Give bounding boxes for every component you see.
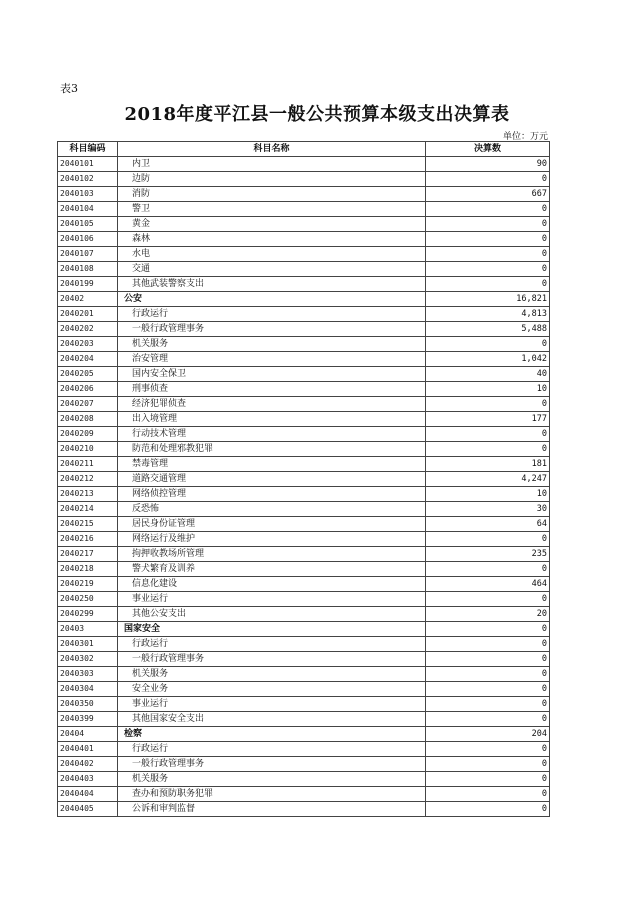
cell-code: 2040214: [58, 502, 118, 517]
cell-value: 204: [426, 727, 550, 742]
cell-name: 防范和处理邪教犯罪: [118, 442, 426, 457]
cell-code: 2040202: [58, 322, 118, 337]
cell-code: 2040215: [58, 517, 118, 532]
table-row: [58, 712, 550, 727]
table-row: [58, 337, 550, 352]
cell-code: 2040107: [58, 247, 118, 262]
table-row: [58, 727, 550, 742]
cell-code: 2040199: [58, 277, 118, 292]
cell-name: 警卫: [118, 202, 426, 217]
cell-code: 2040201: [58, 307, 118, 322]
cell-code: 2040302: [58, 652, 118, 667]
cell-value: 0: [426, 667, 550, 682]
cell-name: 治安管理: [118, 352, 426, 367]
cell-code: 2040209: [58, 427, 118, 442]
column-header-code: 科目编码: [58, 142, 118, 157]
cell-code: 2040108: [58, 262, 118, 277]
cell-name: 消防: [118, 187, 426, 202]
cell-code: 2040404: [58, 787, 118, 802]
cell-value: 0: [426, 592, 550, 607]
cell-name: 机关服务: [118, 667, 426, 682]
table-row: [58, 157, 550, 172]
cell-value: 0: [426, 247, 550, 262]
cell-name: 黄金: [118, 217, 426, 232]
cell-value: 0: [426, 622, 550, 637]
cell-value: 10: [426, 487, 550, 502]
cell-value: 177: [426, 412, 550, 427]
cell-code: 2040304: [58, 682, 118, 697]
table-row: [58, 487, 550, 502]
table-row: [58, 427, 550, 442]
cell-code: 2040105: [58, 217, 118, 232]
cell-value: 0: [426, 532, 550, 547]
cell-value: 0: [426, 802, 550, 817]
table-row: [58, 217, 550, 232]
cell-name: 拘押收教场所管理: [118, 547, 426, 562]
cell-value: 30: [426, 502, 550, 517]
table-row: [58, 187, 550, 202]
table-row: [58, 457, 550, 472]
table-row: [58, 502, 550, 517]
cell-value: 1,042: [426, 352, 550, 367]
table-row: [58, 517, 550, 532]
cell-value: 0: [426, 757, 550, 772]
cell-value: 0: [426, 562, 550, 577]
table-label: 表3: [60, 82, 78, 95]
page-title: 2018年度平江县一般公共预算本级支出决算表: [124, 104, 510, 125]
table-row: [58, 307, 550, 322]
table-row: [58, 592, 550, 607]
table-row: [58, 277, 550, 292]
cell-value: 0: [426, 172, 550, 187]
cell-code: 2040203: [58, 337, 118, 352]
cell-value: 0: [426, 397, 550, 412]
cell-name: 道路交通管理: [118, 472, 426, 487]
cell-name: 交通: [118, 262, 426, 277]
cell-code: 2040299: [58, 607, 118, 622]
cell-code: 20403: [58, 622, 118, 637]
cell-name: 其他公安支出: [118, 607, 426, 622]
cell-code: 2040399: [58, 712, 118, 727]
table-row: [58, 382, 550, 397]
table-row: [58, 607, 550, 622]
table-row: [58, 397, 550, 412]
cell-name: 经济犯罪侦查: [118, 397, 426, 412]
table-row: [58, 622, 550, 637]
cell-value: 0: [426, 262, 550, 277]
cell-name: 信息化建设: [118, 577, 426, 592]
cell-code: 2040303: [58, 667, 118, 682]
table-row: [58, 772, 550, 787]
cell-name: 警犬繁育及训养: [118, 562, 426, 577]
cell-value: 4,813: [426, 307, 550, 322]
cell-value: 0: [426, 337, 550, 352]
unit-label: 单位：万元: [502, 132, 548, 142]
budget-table: [57, 141, 550, 817]
table-row: [58, 802, 550, 817]
table-row: [58, 667, 550, 682]
cell-code: 2040402: [58, 757, 118, 772]
table-row: [58, 442, 550, 457]
cell-code: 2040101: [58, 157, 118, 172]
table-row: [58, 292, 550, 307]
cell-code: 2040104: [58, 202, 118, 217]
cell-code: 2040204: [58, 352, 118, 367]
cell-name: 事业运行: [118, 592, 426, 607]
cell-value: 0: [426, 682, 550, 697]
cell-value: 667: [426, 187, 550, 202]
cell-value: 0: [426, 637, 550, 652]
cell-name: 国内安全保卫: [118, 367, 426, 382]
cell-value: 0: [426, 697, 550, 712]
cell-code: 2040106: [58, 232, 118, 247]
cell-code: 2040401: [58, 742, 118, 757]
cell-code: 2040205: [58, 367, 118, 382]
table-row: [58, 247, 550, 262]
cell-value: 0: [426, 712, 550, 727]
table-row: [58, 547, 550, 562]
cell-name: 查办和预防职务犯罪: [118, 787, 426, 802]
table-row: [58, 262, 550, 277]
cell-value: 4,247: [426, 472, 550, 487]
cell-name: 其他国家安全支出: [118, 712, 426, 727]
table-row: [58, 202, 550, 217]
cell-name: 公安: [118, 292, 426, 307]
cell-name: 刑事侦查: [118, 382, 426, 397]
cell-code: 2040212: [58, 472, 118, 487]
cell-name: 森林: [118, 232, 426, 247]
cell-name: 行动技术管理: [118, 427, 426, 442]
cell-value: 0: [426, 217, 550, 232]
cell-name: 出入境管理: [118, 412, 426, 427]
cell-code: 2040206: [58, 382, 118, 397]
cell-value: 0: [426, 787, 550, 802]
table-row: [58, 412, 550, 427]
cell-value: 181: [426, 457, 550, 472]
cell-value: 16,821: [426, 292, 550, 307]
table-row: [58, 742, 550, 757]
cell-name: 安全业务: [118, 682, 426, 697]
cell-code: 2040210: [58, 442, 118, 457]
cell-name: 网络运行及维护: [118, 532, 426, 547]
table-header-row: [58, 142, 550, 157]
cell-name: 行政运行: [118, 742, 426, 757]
cell-name: 边防: [118, 172, 426, 187]
cell-name: 禁毒管理: [118, 457, 426, 472]
cell-code: 2040219: [58, 577, 118, 592]
table-row: [58, 682, 550, 697]
cell-name: 一般行政管理事务: [118, 652, 426, 667]
cell-code: 2040213: [58, 487, 118, 502]
cell-code: 2040301: [58, 637, 118, 652]
table-row: [58, 637, 550, 652]
cell-name: 公诉和审判监督: [118, 802, 426, 817]
cell-code: 2040218: [58, 562, 118, 577]
cell-name: 检察: [118, 727, 426, 742]
cell-code: 2040217: [58, 547, 118, 562]
cell-value: 0: [426, 742, 550, 757]
cell-value: 0: [426, 427, 550, 442]
cell-value: 64: [426, 517, 550, 532]
cell-code: 20402: [58, 292, 118, 307]
cell-name: 其他武装警察支出: [118, 277, 426, 292]
table-row: [58, 562, 550, 577]
cell-code: 2040103: [58, 187, 118, 202]
cell-code: 2040207: [58, 397, 118, 412]
table-row: [58, 367, 550, 382]
cell-value: 0: [426, 442, 550, 457]
table-row: [58, 787, 550, 802]
cell-value: 0: [426, 652, 550, 667]
cell-value: 20: [426, 607, 550, 622]
cell-name: 机关服务: [118, 337, 426, 352]
cell-name: 行政运行: [118, 307, 426, 322]
cell-code: 20404: [58, 727, 118, 742]
cell-name: 居民身份证管理: [118, 517, 426, 532]
table-body: [58, 157, 550, 817]
column-header-name: 科目名称: [118, 142, 426, 157]
table-row: [58, 232, 550, 247]
cell-value: 464: [426, 577, 550, 592]
table-row: [58, 577, 550, 592]
table-row: [58, 757, 550, 772]
table-row: [58, 472, 550, 487]
cell-code: 2040102: [58, 172, 118, 187]
cell-code: 2040405: [58, 802, 118, 817]
cell-name: 水电: [118, 247, 426, 262]
table-row: [58, 172, 550, 187]
cell-code: 2040250: [58, 592, 118, 607]
column-header-value: 决算数: [426, 142, 550, 157]
cell-value: 90: [426, 157, 550, 172]
cell-code: 2040211: [58, 457, 118, 472]
cell-code: 2040350: [58, 697, 118, 712]
cell-name: 反恐怖: [118, 502, 426, 517]
cell-value: 235: [426, 547, 550, 562]
cell-code: 2040403: [58, 772, 118, 787]
cell-code: 2040208: [58, 412, 118, 427]
cell-name: 机关服务: [118, 772, 426, 787]
cell-name: 一般行政管理事务: [118, 322, 426, 337]
cell-value: 0: [426, 202, 550, 217]
table-row: [58, 322, 550, 337]
cell-value: 0: [426, 232, 550, 247]
cell-name: 内卫: [118, 157, 426, 172]
table-row: [58, 652, 550, 667]
cell-name: 行政运行: [118, 637, 426, 652]
cell-name: 网络侦控管理: [118, 487, 426, 502]
cell-code: 2040216: [58, 532, 118, 547]
cell-value: 0: [426, 772, 550, 787]
table-row: [58, 352, 550, 367]
cell-name: 国家安全: [118, 622, 426, 637]
cell-value: 0: [426, 277, 550, 292]
cell-name: 事业运行: [118, 697, 426, 712]
cell-value: 5,488: [426, 322, 550, 337]
table-row: [58, 532, 550, 547]
cell-value: 40: [426, 367, 550, 382]
cell-name: 一般行政管理事务: [118, 757, 426, 772]
table-row: [58, 697, 550, 712]
cell-value: 10: [426, 382, 550, 397]
